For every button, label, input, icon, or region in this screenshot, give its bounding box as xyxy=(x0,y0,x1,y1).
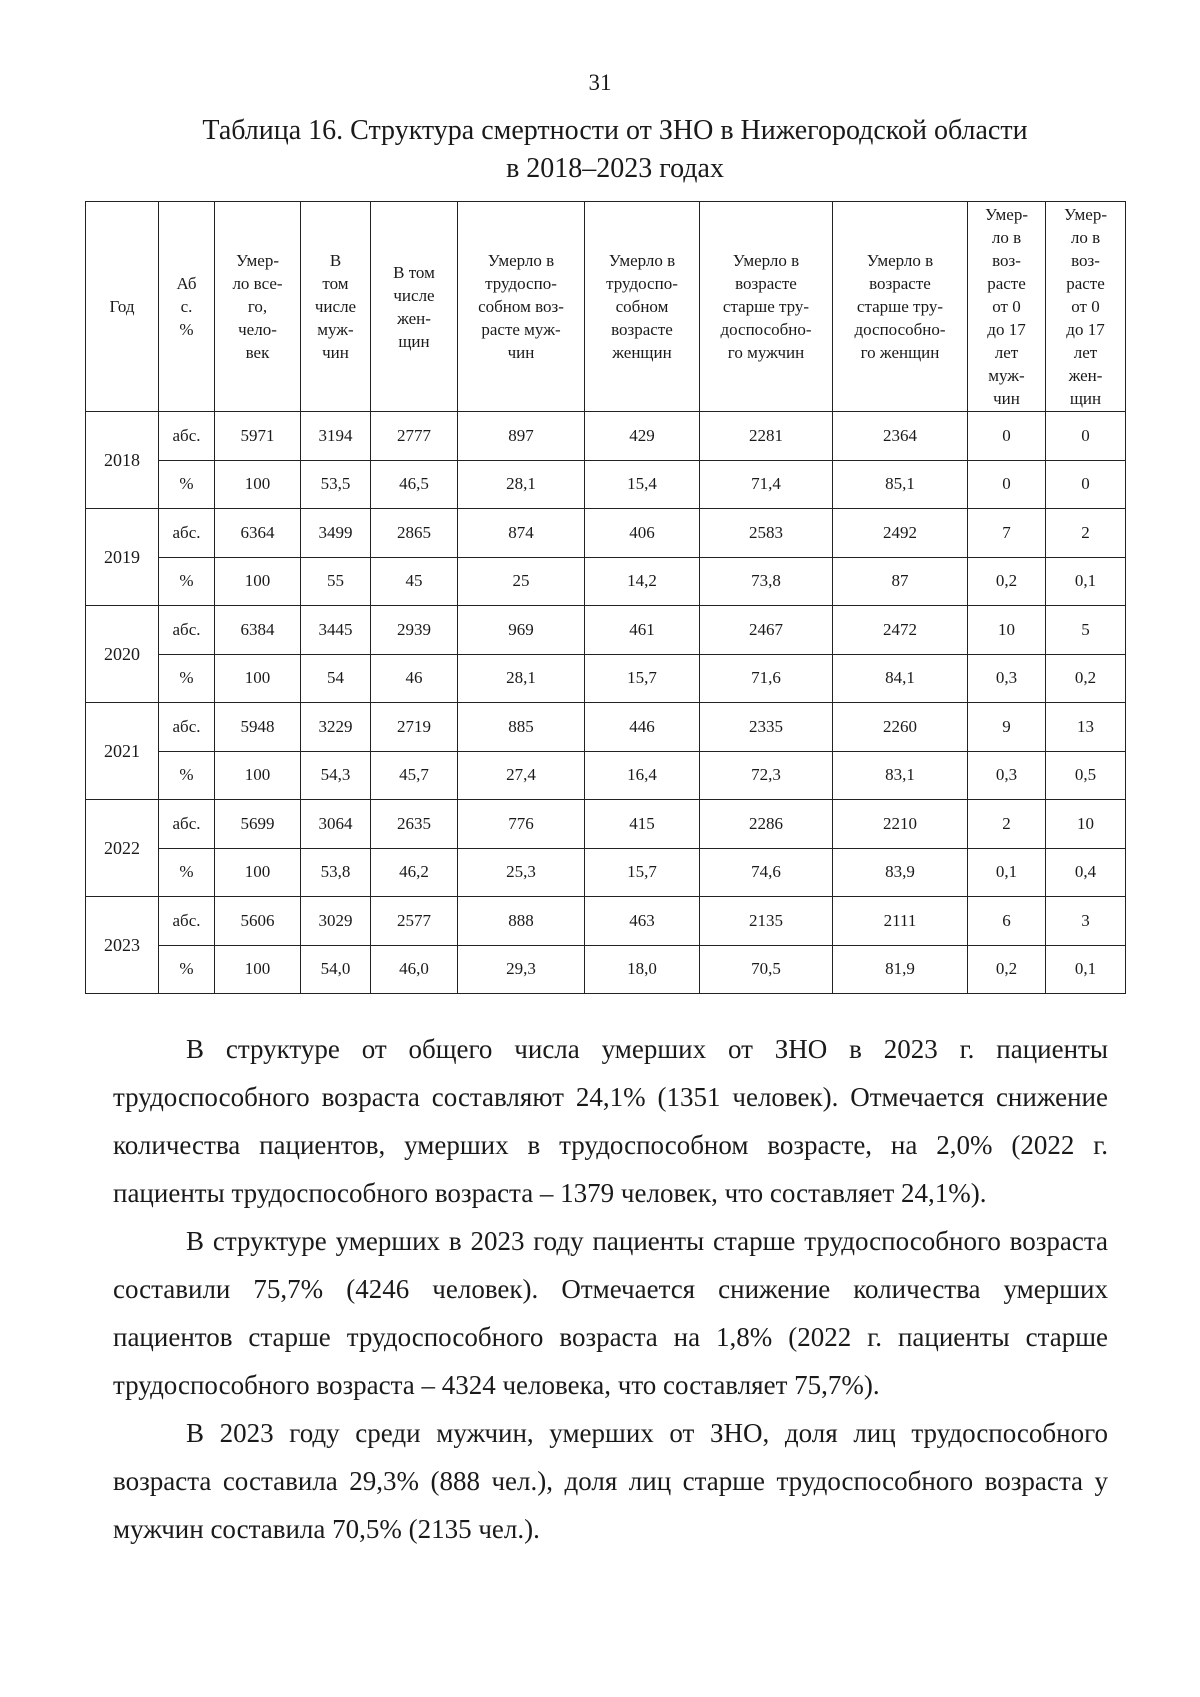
table-cell: 54,3 xyxy=(301,751,371,800)
table-cell: 10 xyxy=(1046,800,1126,849)
unit-label-cell: % xyxy=(159,848,215,897)
table-cell: 46,2 xyxy=(371,848,458,897)
table-cell: 71,4 xyxy=(700,460,833,509)
table-cell: 70,5 xyxy=(700,945,833,994)
table-cell: 0,5 xyxy=(1046,751,1126,800)
table-cell: 83,1 xyxy=(833,751,968,800)
header-text-line: расте муж- xyxy=(481,320,561,339)
header-text-line: собном xyxy=(615,297,669,316)
table-cell: 46 xyxy=(371,654,458,703)
unit-label-cell: абс. xyxy=(159,800,215,849)
table-cell: 13 xyxy=(1046,703,1126,752)
header-text-line: Умерло в xyxy=(608,251,676,270)
header-text-line: го мужчин xyxy=(727,343,805,362)
table-cell: 0,2 xyxy=(968,945,1046,994)
paragraph-2: В структуре умерших в 2023 году пациенты старше трудоспособного возраста составили 75,7% (4246 человек). Отмечается снижение количества умерших пациентов старше трудоспособного возраста на 1,8% (2022 г. пациенты старше трудоспособного возраста – 4324 человека, что составляет 75,7%). xyxy=(113,1226,1108,1400)
table-cell: 6384 xyxy=(215,606,301,655)
header-text-line: го, xyxy=(247,297,268,316)
unit-label-cell: % xyxy=(159,654,215,703)
header-text-line: старше тру- xyxy=(856,297,944,316)
table-row xyxy=(86,945,1126,994)
table-cell: 2335 xyxy=(700,703,833,752)
year-cell: 2018 xyxy=(86,412,159,509)
header-text-line: чин xyxy=(322,343,349,362)
table-cell: 0 xyxy=(968,412,1046,461)
unit-label-cell: % xyxy=(159,557,215,606)
caption-line-2: в 2018–2023 годах xyxy=(506,153,724,184)
table-cell: 888 xyxy=(458,897,585,946)
table-row xyxy=(86,654,1126,703)
table-cell: 0,2 xyxy=(968,557,1046,606)
table-cell: 25 xyxy=(458,557,585,606)
header-text-line: ло все- xyxy=(232,274,283,293)
header-text-line: расте xyxy=(987,274,1026,293)
header-text-line: В xyxy=(329,251,342,270)
table-cell: 2 xyxy=(968,800,1046,849)
table-cell: 5606 xyxy=(215,897,301,946)
unit-label-cell: % xyxy=(159,751,215,800)
header-text-line: доспособно- xyxy=(720,320,812,339)
table-cell: 885 xyxy=(458,703,585,752)
table-cell: 16,4 xyxy=(585,751,700,800)
table-cell: 0 xyxy=(968,460,1046,509)
header-text-line: ло в xyxy=(1070,228,1101,247)
table-cell: 54,0 xyxy=(301,945,371,994)
table-cell: 0,1 xyxy=(1046,945,1126,994)
table-cell: 969 xyxy=(458,606,585,655)
table-header-cell xyxy=(968,202,1046,412)
table-header-cell xyxy=(585,202,700,412)
table-cell: 2210 xyxy=(833,800,968,849)
header-text-line: Умерло в xyxy=(732,251,800,270)
table-cell: 15,4 xyxy=(585,460,700,509)
header-text-line: возрасте xyxy=(735,274,797,293)
table-cell: 2111 xyxy=(833,897,968,946)
header-text-line: жен- xyxy=(1068,366,1103,385)
table-cell: 2472 xyxy=(833,606,968,655)
table-cell: 72,3 xyxy=(700,751,833,800)
mortality-table xyxy=(85,201,1126,994)
year-cell: 2020 xyxy=(86,606,159,703)
table-cell: 85,1 xyxy=(833,460,968,509)
header-text-line: Умерло в xyxy=(487,251,555,270)
table-cell: 0 xyxy=(1046,460,1126,509)
table-cell: 461 xyxy=(585,606,700,655)
header-text-line: лет xyxy=(994,343,1019,362)
table-cell: 55 xyxy=(301,557,371,606)
table-cell: 18,0 xyxy=(585,945,700,994)
year-cell: 2019 xyxy=(86,509,159,606)
header-text-line: женщин xyxy=(612,343,672,362)
table-cell: 2719 xyxy=(371,703,458,752)
table-cell: 3499 xyxy=(301,509,371,558)
table-cell: 28,1 xyxy=(458,460,585,509)
table-cell: 0,2 xyxy=(1046,654,1126,703)
table-cell: 0 xyxy=(1046,412,1126,461)
table-cell: 0,4 xyxy=(1046,848,1126,897)
header-text-line: расте xyxy=(1066,274,1105,293)
table-cell: 2260 xyxy=(833,703,968,752)
table-header-cell xyxy=(86,202,159,412)
unit-label-cell: % xyxy=(159,945,215,994)
table-cell: 54 xyxy=(301,654,371,703)
header-text-line: щин xyxy=(1069,389,1102,408)
paragraph-3: В 2023 году среди мужчин, умерших от ЗНО, доля лиц трудоспособного возраста составила 29,3% (888 чел.), доля лиц старше трудоспособного возраста у мужчин составила 70,5% (2135 чел.). xyxy=(113,1418,1108,1544)
table-header-cell xyxy=(301,202,371,412)
table-cell: 874 xyxy=(458,509,585,558)
header-text-line: чин xyxy=(993,389,1020,408)
table-row xyxy=(86,897,1126,946)
table-header-row xyxy=(86,202,1126,412)
table-cell: 25,3 xyxy=(458,848,585,897)
table-cell: 3194 xyxy=(301,412,371,461)
table-cell: 2 xyxy=(1046,509,1126,558)
header-text-line: Умерло в xyxy=(866,251,934,270)
year-cell: 2022 xyxy=(86,800,159,897)
header-text-line: муж- xyxy=(317,320,354,339)
table-cell: 2281 xyxy=(700,412,833,461)
table-cell: 2577 xyxy=(371,897,458,946)
table-row xyxy=(86,412,1126,461)
header-text-line: век xyxy=(245,343,270,362)
table-cell: 2364 xyxy=(833,412,968,461)
table-cell: 406 xyxy=(585,509,700,558)
header-text-line: до 17 xyxy=(987,320,1026,339)
table-cell: 100 xyxy=(215,945,301,994)
table-cell: 15,7 xyxy=(585,654,700,703)
header-text-line: возрасте xyxy=(869,274,931,293)
table-cell: 14,2 xyxy=(585,557,700,606)
table-header-cell xyxy=(700,202,833,412)
table-cell: 0,1 xyxy=(1046,557,1126,606)
unit-label-cell: абс. xyxy=(159,509,215,558)
table-cell: 5971 xyxy=(215,412,301,461)
table-cell: 5 xyxy=(1046,606,1126,655)
table-header-cell xyxy=(371,202,458,412)
header-text-line: лет xyxy=(1073,343,1098,362)
table-cell: 6 xyxy=(968,897,1046,946)
header-text-line: числе xyxy=(314,297,357,316)
table-row xyxy=(86,848,1126,897)
mortality-table-container xyxy=(85,201,1126,994)
header-text-line: старше тру- xyxy=(722,297,810,316)
header-text-line: воз- xyxy=(992,251,1021,270)
header-text-line: Умер- xyxy=(235,251,279,270)
table-cell: 897 xyxy=(458,412,585,461)
table-cell: 83,9 xyxy=(833,848,968,897)
header-text-line: возрасте xyxy=(611,320,673,339)
table-header-cell xyxy=(159,202,215,412)
header-text-line: с. xyxy=(180,297,193,316)
header-text-line: щин xyxy=(398,331,430,351)
table-cell: 3 xyxy=(1046,897,1126,946)
table-cell: 9 xyxy=(968,703,1046,752)
header-text-line: трудоспо- xyxy=(485,274,557,293)
table-cell: 415 xyxy=(585,800,700,849)
header-text-line: Умер- xyxy=(1063,205,1107,224)
table-row xyxy=(86,606,1126,655)
table-cell: 87 xyxy=(833,557,968,606)
year-cell: 2021 xyxy=(86,703,159,800)
table-cell: 3029 xyxy=(301,897,371,946)
table-cell: 74,6 xyxy=(700,848,833,897)
table-cell: 2492 xyxy=(833,509,968,558)
table-cell: 2635 xyxy=(371,800,458,849)
table-cell: 53,5 xyxy=(301,460,371,509)
table-cell: 53,8 xyxy=(301,848,371,897)
table-cell: 100 xyxy=(215,557,301,606)
table-cell: 2865 xyxy=(371,509,458,558)
unit-label-cell: % xyxy=(159,460,215,509)
table-cell: 100 xyxy=(215,654,301,703)
table-header-cell xyxy=(458,202,585,412)
header-text-line: ло в xyxy=(991,228,1022,247)
table-cell: 73,8 xyxy=(700,557,833,606)
table-cell: 5699 xyxy=(215,800,301,849)
unit-label-cell: абс. xyxy=(159,897,215,946)
table-row xyxy=(86,800,1126,849)
table-cell: 10 xyxy=(968,606,1046,655)
unit-label-cell: абс. xyxy=(159,412,215,461)
table-cell: 6364 xyxy=(215,509,301,558)
table-caption xyxy=(120,112,1110,188)
header-text-line: числе xyxy=(393,285,435,305)
table-cell: 46,5 xyxy=(371,460,458,509)
table-cell: 429 xyxy=(585,412,700,461)
table-cell: 46,0 xyxy=(371,945,458,994)
table-cell: 15,7 xyxy=(585,848,700,897)
table-cell: 446 xyxy=(585,703,700,752)
table-cell: 7 xyxy=(968,509,1046,558)
table-cell: 29,3 xyxy=(458,945,585,994)
year-cell: 2023 xyxy=(86,897,159,994)
table-row xyxy=(86,751,1126,800)
header-text-line: Аб xyxy=(176,274,197,293)
unit-label-cell: абс. xyxy=(159,606,215,655)
header-text-line: от 0 xyxy=(992,297,1021,316)
table-header-cell xyxy=(833,202,968,412)
table-cell: 2583 xyxy=(700,509,833,558)
unit-label-cell: абс. xyxy=(159,703,215,752)
table-cell: 45 xyxy=(371,557,458,606)
table-row xyxy=(86,557,1126,606)
header-text-line: трудоспо- xyxy=(606,274,678,293)
table-cell: 0,3 xyxy=(968,654,1046,703)
table-cell: 0,3 xyxy=(968,751,1046,800)
table-cell: 84,1 xyxy=(833,654,968,703)
header-text-line: воз- xyxy=(1071,251,1100,270)
caption-line-1: Таблица 16. Структура смертности от ЗНО в Нижегородской области xyxy=(202,115,1028,146)
header-text-line: до 17 xyxy=(1066,320,1105,339)
table-cell: 45,7 xyxy=(371,751,458,800)
table-cell: 71,6 xyxy=(700,654,833,703)
header-text-line: % xyxy=(179,320,194,339)
table-cell: 81,9 xyxy=(833,945,968,994)
header-text-line: муж- xyxy=(988,366,1025,385)
table-cell: 2467 xyxy=(700,606,833,655)
header-text-line: от 0 xyxy=(1071,297,1100,316)
header-text-line: том xyxy=(322,274,349,293)
table-cell: 100 xyxy=(215,751,301,800)
table-cell: 2777 xyxy=(371,412,458,461)
header-text-line: жен- xyxy=(397,308,431,328)
table-cell: 5948 xyxy=(215,703,301,752)
table-row xyxy=(86,509,1126,558)
table-cell: 2939 xyxy=(371,606,458,655)
body-text xyxy=(113,1025,1108,1553)
header-text-line: доспособно- xyxy=(854,320,946,339)
table-cell: 2135 xyxy=(700,897,833,946)
table-header-cell xyxy=(215,202,301,412)
paragraph-1: В структуре от общего числа умерших от ЗНО в 2023 г. пациенты трудоспособного возраста составляют 24,1% (1351 человек). Отмечается снижение количества пациентов, умерших в трудоспособном возрасте, на 2,0% (2022 г. пациенты трудоспособного возраста – 1379 человек, что составляет 24,1%). xyxy=(113,1034,1108,1208)
header-text-line: В том xyxy=(393,262,435,282)
header-text-line: Год xyxy=(109,297,135,316)
table-cell: 27,4 xyxy=(458,751,585,800)
table-header-cell xyxy=(1046,202,1126,412)
table-cell: 28,1 xyxy=(458,654,585,703)
header-text-line: чин xyxy=(507,343,535,362)
table-cell: 100 xyxy=(215,460,301,509)
table-cell: 0,1 xyxy=(968,848,1046,897)
header-text-line: Умер- xyxy=(984,205,1028,224)
table-cell: 3445 xyxy=(301,606,371,655)
table-cell: 3229 xyxy=(301,703,371,752)
table-row xyxy=(86,703,1126,752)
table-cell: 100 xyxy=(215,848,301,897)
table-cell: 463 xyxy=(585,897,700,946)
table-cell: 3064 xyxy=(301,800,371,849)
header-text-line: чело- xyxy=(238,320,277,339)
table-cell: 2286 xyxy=(700,800,833,849)
header-text-line: собном воз- xyxy=(478,297,564,316)
header-text-line: го женщин xyxy=(860,343,940,362)
page-number: 31 xyxy=(588,70,612,95)
table-cell: 776 xyxy=(458,800,585,849)
table-row xyxy=(86,460,1126,509)
